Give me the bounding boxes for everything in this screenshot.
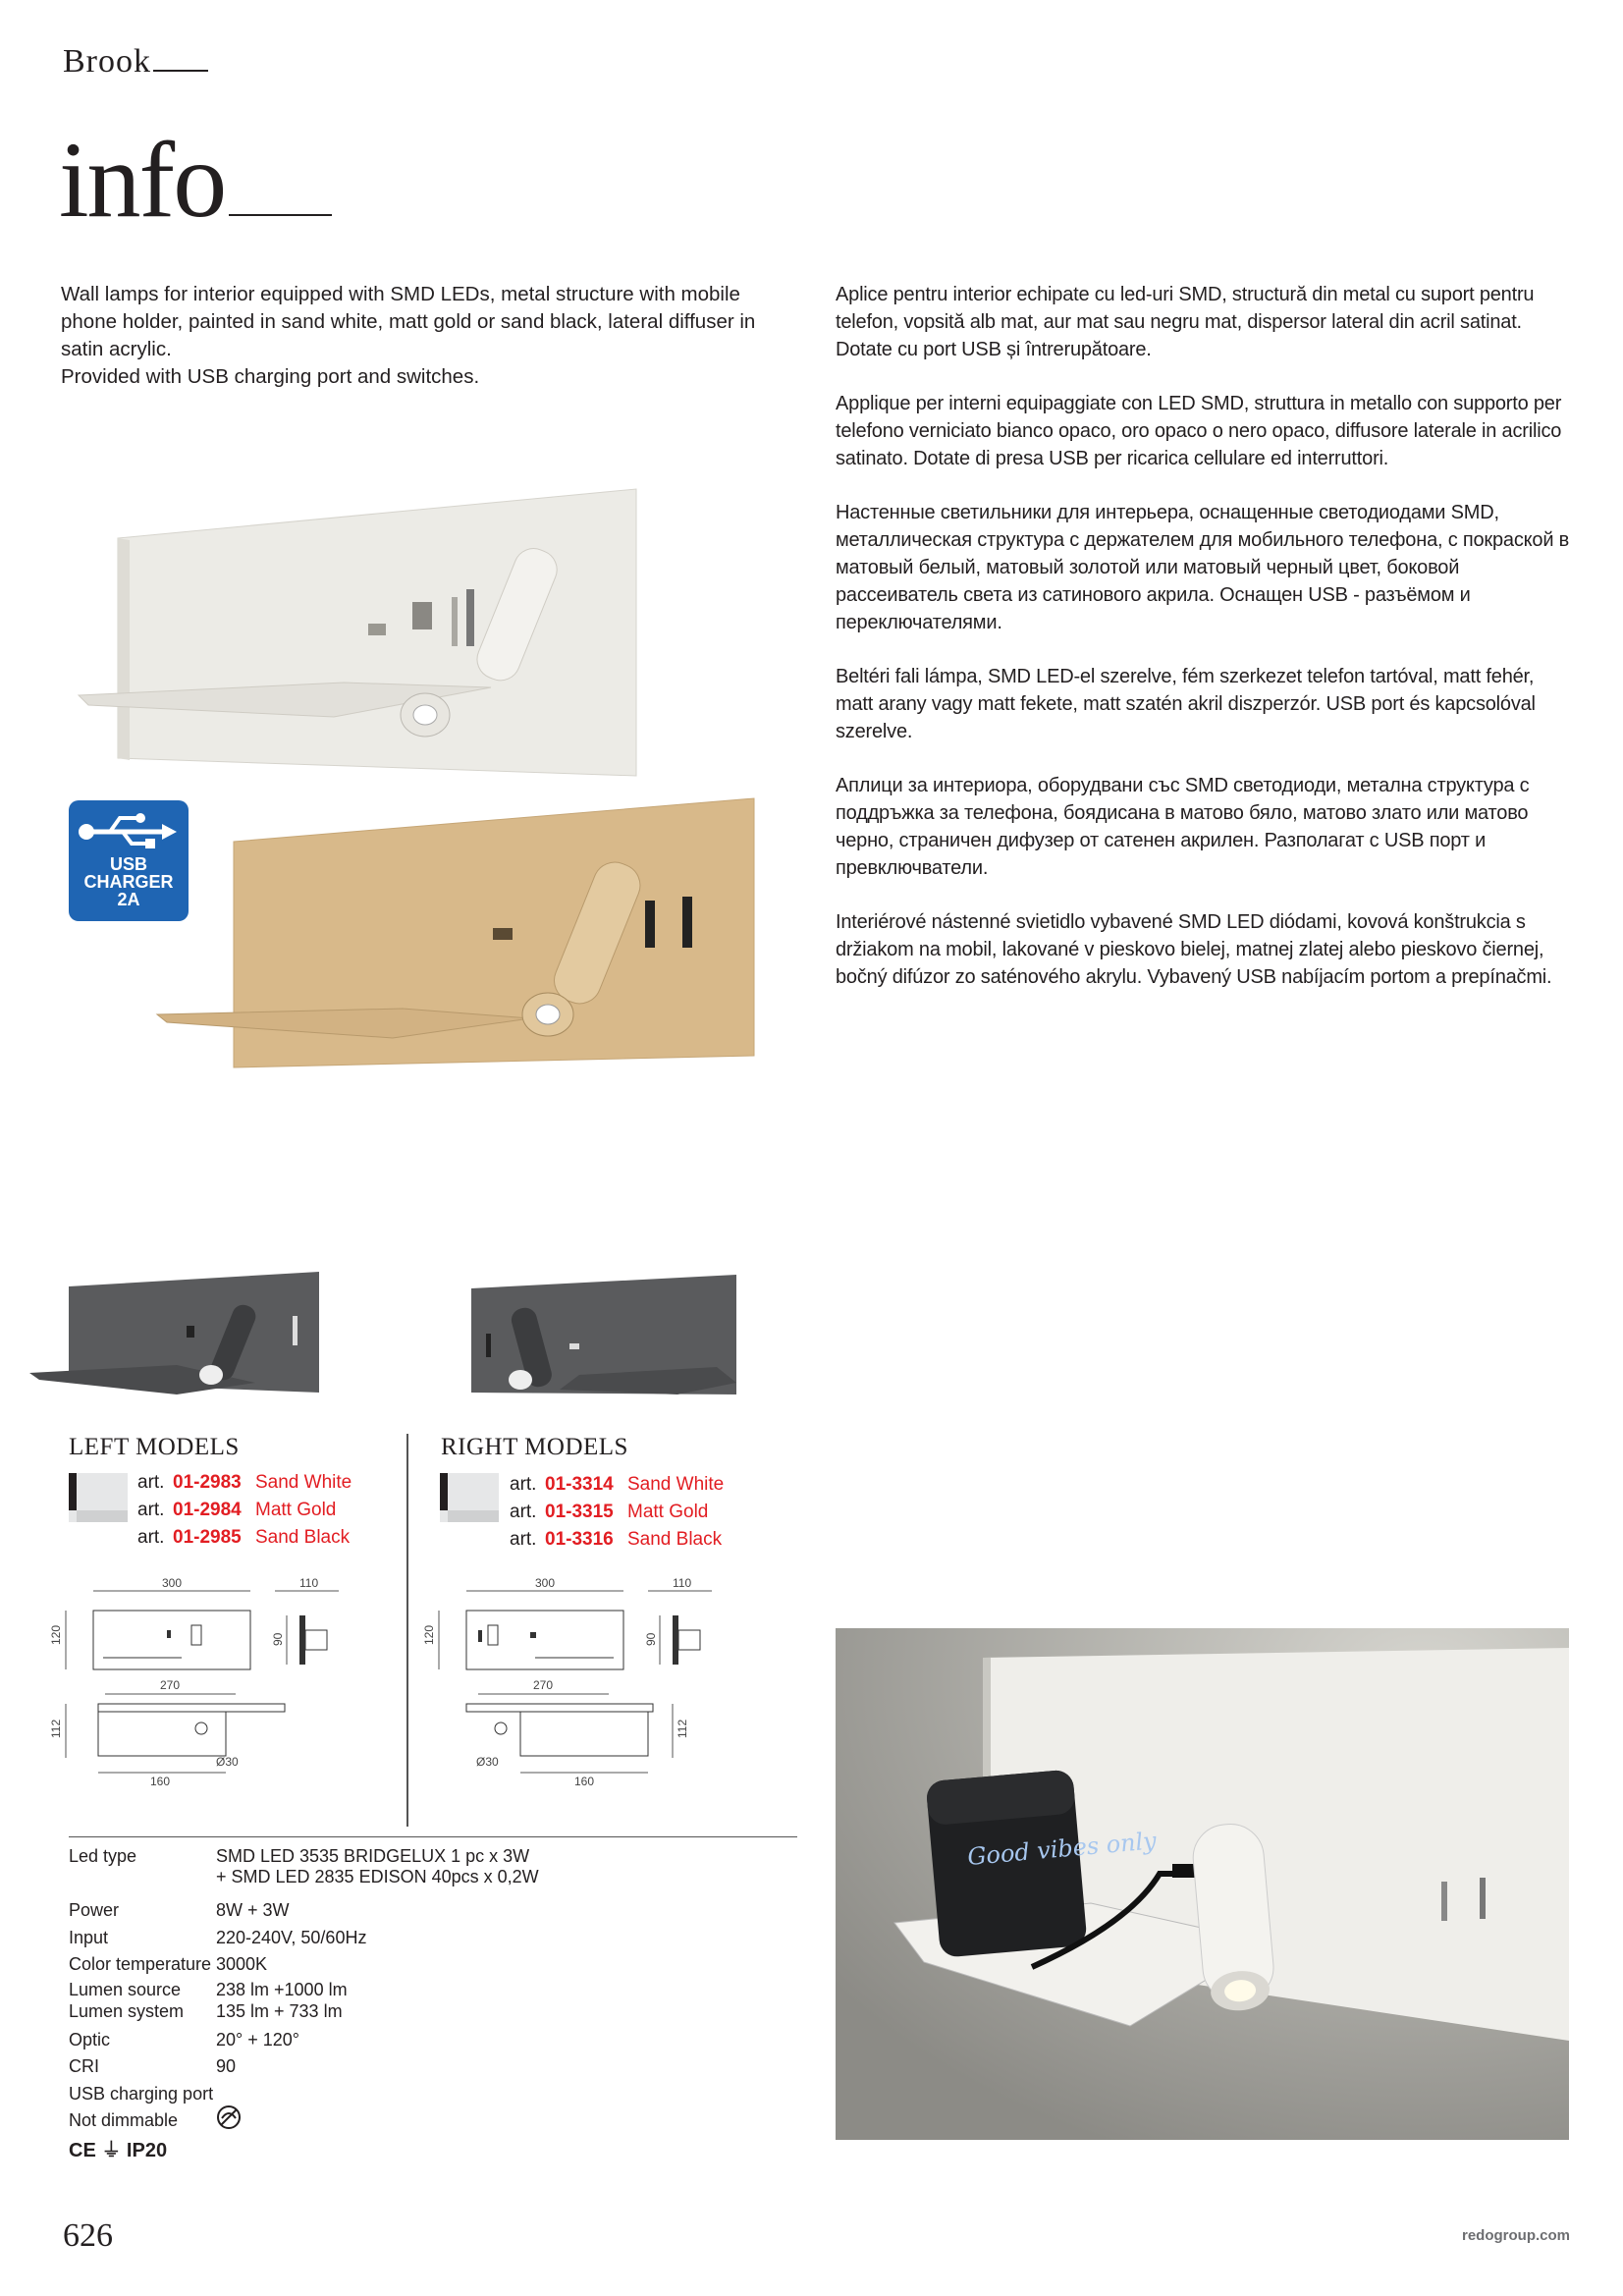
spec-value: 20° + 120° — [216, 2030, 299, 2050]
left-model-row — [137, 1469, 352, 1497]
right-model-row — [510, 1499, 724, 1526]
spec-value: 220-240V, 50/60Hz — [216, 1928, 367, 1947]
dim-phone: 160 — [574, 1775, 595, 1788]
spec-value — [216, 1846, 539, 1887]
dim-shelf: 270 — [533, 1678, 554, 1692]
ip-rating: IP20 — [126, 2140, 168, 2161]
model-code: 01-3314 — [545, 1474, 614, 1495]
dim-diameter: Ø30 — [476, 1755, 499, 1769]
art-label: art. — [137, 1472, 165, 1493]
left-technical-drawing — [49, 1571, 358, 1797]
model-code: 01-3315 — [545, 1502, 614, 1522]
art-label: art. — [510, 1529, 537, 1550]
left-models-title: LEFT MODELS — [69, 1434, 240, 1460]
model-finish: Matt Gold — [627, 1502, 709, 1522]
dim-depth: 110 — [673, 1576, 692, 1590]
dim-phone: 160 — [150, 1775, 171, 1788]
product-image-black-left — [29, 1267, 324, 1404]
dim-shelf: 270 — [160, 1678, 181, 1692]
spec-label: Power — [69, 1900, 120, 1920]
right-technical-drawing — [422, 1571, 731, 1797]
description-ro: Aplice pentru interior echipate cu led-uri SMD, structură din metal cu suport pentru telefon, vopsită alb mat, aur mat sau negru mat, dispersor lateral din acril satinat. Dotate cu port USB și întrerupătoare. — [836, 284, 1535, 360]
product-image-gold — [157, 791, 766, 1070]
not-dimmable-icon — [216, 2105, 242, 2130]
spec-value: 8W + 3W — [216, 1900, 290, 1920]
description-it: Applique per interni equipaggiate con LED SMD, struttura in metallo con supporto per telefono verniciato bianco opaco, oro opaco o nero opaco, diffusore laterale in acrilico satinato. Dotate di presa USB per ricarica cellulare ed interruttori. — [836, 393, 1562, 469]
right-models-title: RIGHT MODELS — [441, 1434, 628, 1460]
dim-width: 300 — [535, 1576, 556, 1590]
spec-label: Lumen system — [69, 2001, 185, 2021]
brand-title: Brook — [63, 43, 208, 81]
right-models-list — [510, 1471, 724, 1554]
model-finish: Sand Black — [627, 1529, 723, 1550]
left-model-row — [137, 1497, 352, 1524]
description-sk: Interiérové nástenné svietidlo vybavené SMD LED diódami, kovová konštrukcia s držiakom na mobil, lakované v pieskovo bielej, matnej zlatej alebo pieskovo čiernej, bočný difúzor zo saténového akrylu. Vybavený USB nabíjacím portom a prepínačmi. — [836, 911, 1552, 988]
description-hu: Beltéri fali lámpa, SMD LED-el szerelve, fém szerkezet telefon tartóval, matt fehér, matt arany vagy matt fekete, matt szatén akril diszperzór. USB port és kapcsolóval szerelve. — [836, 666, 1536, 742]
models-divider — [406, 1434, 408, 1827]
dim-height: 120 — [49, 1624, 63, 1645]
dim-width: 300 — [162, 1576, 183, 1590]
dim-h3: 112 — [676, 1719, 689, 1738]
spec-value: 3000K — [216, 1954, 268, 1974]
model-finish: Matt Gold — [255, 1500, 337, 1520]
model-finish: Sand Black — [255, 1527, 351, 1548]
art-label: art. — [510, 1502, 537, 1522]
spec-label: USB charging port — [69, 2084, 214, 2104]
spec-label: Input — [69, 1928, 109, 1947]
left-models-list — [137, 1469, 352, 1552]
ce-mark-icon: CE — [69, 2140, 96, 2161]
dim-depth: 110 — [299, 1576, 319, 1590]
specs-separator — [69, 1836, 797, 1837]
website-link[interactable]: redogroup.com — [1461, 2227, 1570, 2244]
spec-value: 135 lm + 733 lm — [216, 2001, 343, 2021]
product-image-black-right — [461, 1267, 746, 1404]
art-label: art. — [137, 1500, 165, 1520]
spec-label: Lumen source — [69, 1980, 182, 1999]
model-code: 01-3316 — [545, 1529, 614, 1550]
model-finish: Sand White — [255, 1472, 352, 1493]
lifestyle-photo — [836, 1628, 1569, 2140]
spec-value: 238 lm +1000 lm — [216, 1980, 348, 1999]
usb-badge-line1: USB — [109, 854, 147, 874]
right-model-row — [510, 1526, 724, 1554]
art-label: art. — [510, 1474, 537, 1495]
model-code: 01-2985 — [173, 1527, 242, 1548]
spec-value: 90 — [216, 2056, 237, 2076]
description-en-p2: Provided with USB charging port and switches. — [61, 365, 480, 388]
model-code: 01-2983 — [173, 1472, 242, 1493]
ground-icon: ⏚ — [101, 2140, 122, 2161]
usb-badge-line2: CHARGER — [83, 872, 174, 892]
page-number: 626 — [63, 2217, 113, 2254]
spec-label: Color temperature — [69, 1954, 212, 1974]
model-code: 01-2984 — [173, 1500, 242, 1520]
spec-label: Optic — [69, 2030, 111, 2050]
art-label: art. — [137, 1527, 165, 1548]
certifications — [69, 2134, 167, 2162]
section-title: info — [59, 126, 332, 234]
speaker-text: Good vibes only — [966, 1827, 1158, 1871]
usb-badge-line3: 2A — [117, 890, 140, 909]
spec-label: Led type — [69, 1846, 137, 1866]
dim-h2: 90 — [271, 1632, 285, 1646]
product-image-white — [79, 481, 648, 786]
spec-value-line: SMD LED 3535 BRIDGELUX 1 pc x 3W — [216, 1846, 530, 1866]
description-ru: Настенные светильники для интерьера, оснащенные светодиодами SMD, металлическая структура с держателем для мобильного телефона, с покраской в матовый белый, матовый золотой или матовый черный цвет, боковой рассеиватель света из сатинового акрила. Оснащен USB - разъёмом и переключателями. — [836, 502, 1570, 633]
dim-height: 120 — [422, 1624, 436, 1645]
spec-value-line: + SMD LED 2835 EDISON 40pcs x 0,2W — [216, 1867, 539, 1886]
left-model-swatch — [69, 1473, 128, 1522]
multilingual-descriptions — [836, 281, 1572, 1017]
description-en-p1: Wall lamps for interior equipped with SMD LEDs, metal structure with mobile phone holder, painted in sand white, matt gold or sand black, lateral diffuser in satin acrylic. — [61, 283, 756, 360]
dim-diameter: Ø30 — [216, 1755, 239, 1769]
dim-h3: 112 — [49, 1719, 63, 1738]
description-en — [61, 281, 787, 391]
model-finish: Sand White — [627, 1474, 725, 1495]
right-model-row — [510, 1471, 724, 1499]
spec-label: CRI — [69, 2056, 99, 2076]
dim-h2: 90 — [644, 1632, 658, 1646]
left-model-row — [137, 1524, 352, 1552]
spec-label: Not dimmable — [69, 2110, 179, 2130]
description-bg: Аплици за интериора, оборудвани със SMD светодиоди, метална структура с поддръжка за телефона, боядисана в матово бяло, матово злато или матово черно, страничен дифузер от сатенен акрилен. Разполагат с USB порт и превключватели. — [836, 775, 1530, 879]
right-model-swatch — [440, 1473, 499, 1522]
